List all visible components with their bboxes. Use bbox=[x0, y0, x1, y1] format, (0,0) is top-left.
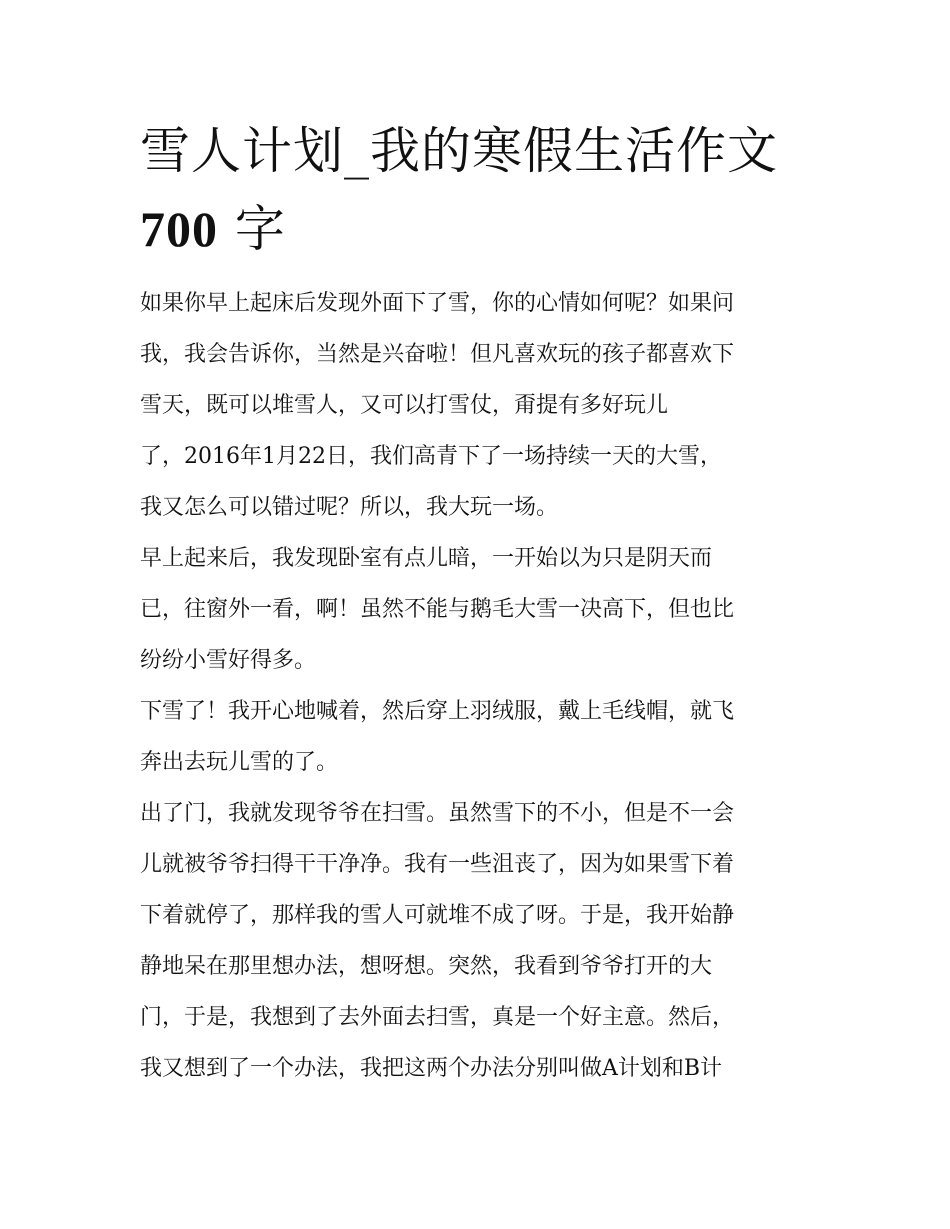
body-line: 了，2016年1月22日，我们高青下了一场持续一天的大雪， bbox=[140, 444, 722, 469]
title-number: 700 bbox=[140, 201, 218, 257]
body-line: 下着就停了，那样我的雪人可就堆不成了呀。于是，我开始静 bbox=[140, 903, 735, 928]
body-line: 如果你早上起床后发现外面下了雪，你的心情如何呢？如果问 bbox=[140, 291, 735, 316]
body-line: 我，我会告诉你，当然是兴奋啦！但凡喜欢玩的孩子都喜欢下 bbox=[140, 342, 735, 367]
body-line: 下雪了！我开心地喊着，然后穿上羽绒服，戴上毛线帽，就飞 bbox=[140, 699, 735, 724]
body-line: 静地呆在那里想办法，想呀想。突然，我看到爷爷打开的大 bbox=[140, 954, 713, 979]
title-main: 雪人计划_我的寒假生活作文 bbox=[140, 122, 778, 180]
body-line: 早上起来后，我发现卧室有点儿暗，一开始以为只是阴天而 bbox=[140, 546, 713, 571]
body-line: 雪天，既可以堆雪人，又可以打雪仗，甭提有多好玩儿 bbox=[140, 393, 669, 418]
body-line: 纷纷小雪好得多。 bbox=[140, 648, 317, 673]
title-unit: 字 bbox=[234, 200, 286, 258]
document-body bbox=[140, 278, 810, 1094]
body-line: 我又怎么可以错过呢？所以，我大玩一场。 bbox=[140, 495, 559, 520]
body-line: 奔出去玩儿雪的了。 bbox=[140, 750, 339, 775]
body-line: 我又想到了一个办法，我把这两个办法分别叫做A计划和B计 bbox=[140, 1056, 723, 1081]
body-line: 门，于是，我想到了去外面去扫雪，真是一个好主意。然后， bbox=[140, 1005, 735, 1030]
body-line: 已，往窗外一看，啊！虽然不能与鹅毛大雪一决高下，但也比 bbox=[140, 597, 735, 622]
body-line: 儿就被爷爷扫得干干净净。我有一些沮丧了，因为如果雪下着 bbox=[140, 852, 735, 877]
document-title bbox=[140, 112, 820, 268]
body-line: 出了门，我就发现爷爷在扫雪。虽然雪下的不小，但是不一会 bbox=[140, 801, 735, 826]
